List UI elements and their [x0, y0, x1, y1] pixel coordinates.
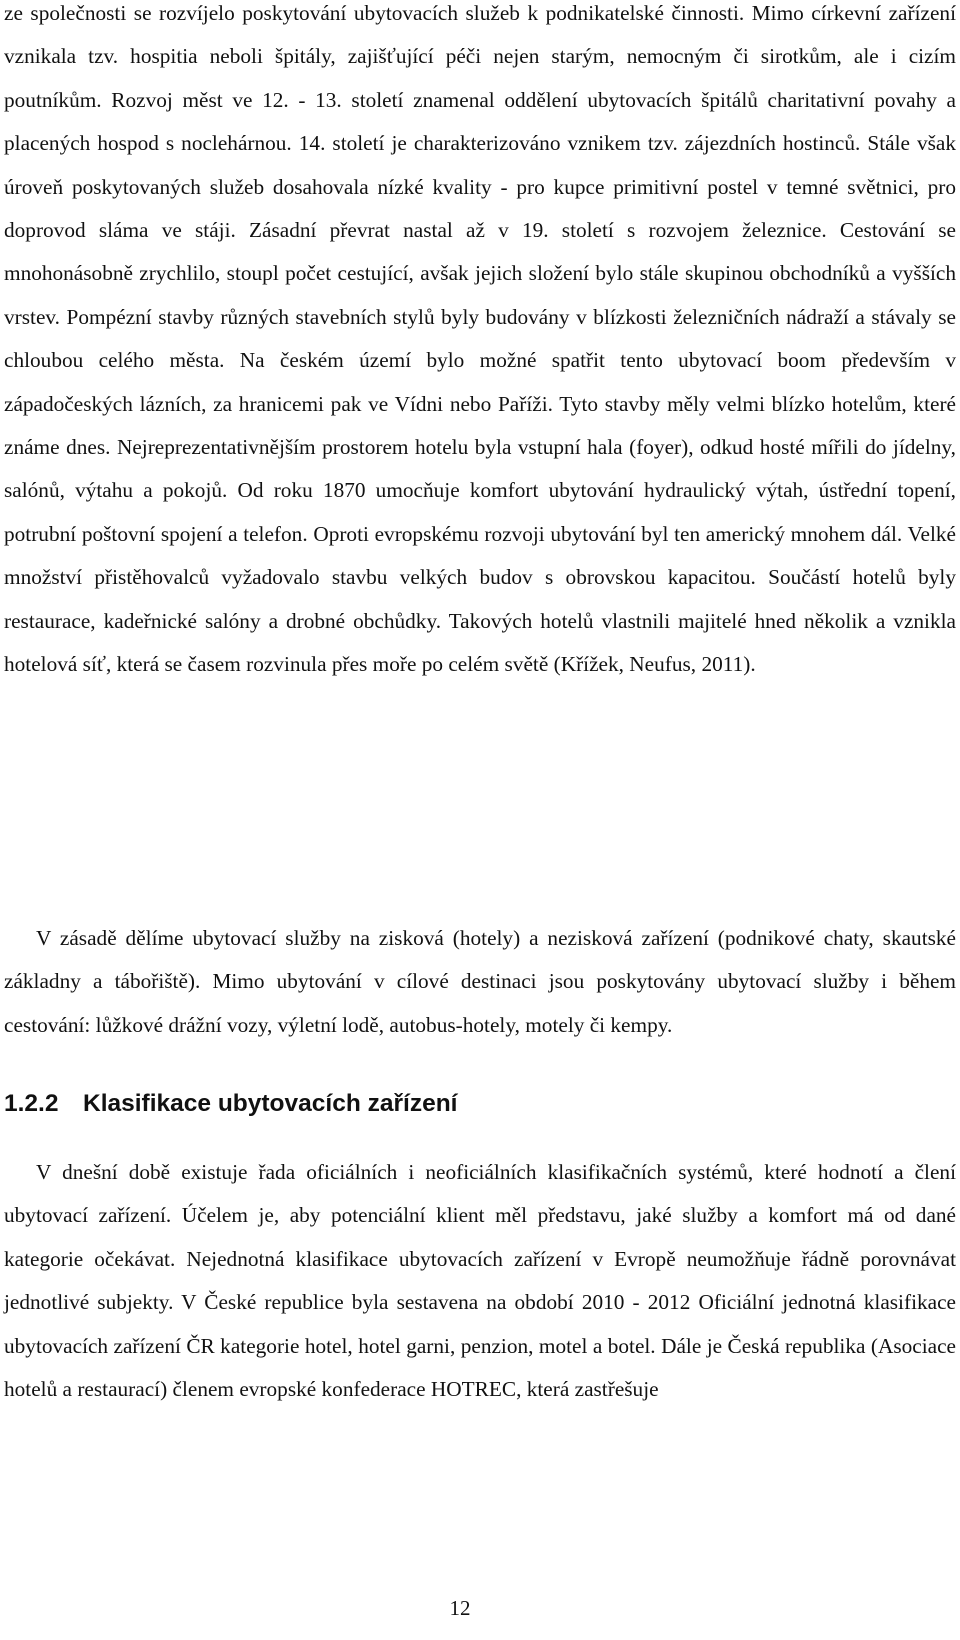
body-paragraph-history: ze společnosti se rozvíjelo poskytování ubytovacích služeb k podnikatelské činnosti. Mimo církevní zařízení vznikala tzv. hospitia neboli špitály, zajišťující péči nejen starým, nemocným či sirotkům, ale i cizím poutníkům. Rozvoj měst ve 12. - 13. století znamenal oddělení ubytovacích špitálů charitativní povahy a placených hospod s noclehárnou. 14. století je charakterizováno vznikem tzv. zájezdních hostinců. Stále však úroveň poskytovaných služeb dosahovala nízké kvality - pro kupce primitivní postel v temné světnici, pro doprovod sláma ve stáji. Zásadní převrat nastal až v 19. století s rozvojem železnice. Cestování se mnohonásobně zrychlilo, stoupl počet cestující, avšak jejich složení bylo stále skupinou obchodníků a vyšších vrstev. Pompézní stavby různých stavebních stylů byly budovány v blízkosti železničních nádraží a stávaly se chloubou celého města. Na českém území bylo možné spatřit tento ubytovací boom především v západočeských lázních, za hranicemi pak ve Vídni nebo Paříži. Tyto stavby měly velmi blízko hotelům, které známe dnes. Nejreprezentativnějším prostorem hotelu byla vstupní hala (foyer), odkud hosté mířili do jídelny, salónů, výtahu a pokojů. Od roku 1870 umocňuje komfort ubytování hydraulický výtah, ústřední topení, potrubní poštovní spojení a telefon. Oproti evropskému rozvoji ubytování byl ten americký mnohem dál. Velké množství přistěhovalců vyžadovalo stavbu velkých budov s obrovskou kapacitou. Součástí hotelů byly restaurace, kadeřnické salóny a drobné obchůdky. Takových hotelů vlastnili majitelé hned několik a vznikla hotelová síť, která se časem rozvinula přes moře po celém světě (Křížek, Neufus, 2011).	[4, 1, 956, 677]
body-paragraph-service-types: V zásadě dělíme ubytovací služby na zisková (hotely) a nezisková zařízení (podnikové chaty, skautské základny a tábořiště). Mimo ubytování v cílové destinaci jsou poskytovány ubytovací služby i během cestování: lůžkové drážní vozy, výletní lodě, autobus-hotely, motely či kempy.	[4, 926, 956, 1037]
body-paragraph-classification: V dnešní době existuje řada oficiálních i neoficiálních klasifikačních systémů, které hodnotí a člení ubytovací zařízení. Účelem je, aby potenciální klient měl představu, jaké služby a komfort má od dané kategorie očekávat. Nejednotná klasifikace ubytovacích zařízení v Evropě neumožňuje řádně porovnávat jednotlivé subjekty. V České republice byla sestavena na období 2010 - 2012 Oficiální jednotná klasifikace ubytovacích zařízení ČR kategorie hotel, hotel garni, penzion, motel a botel. Dále je Česká republika (Asociace hotelů a restaurací) členem evropské konfederace HOTREC, která zastřešuje	[4, 1160, 956, 1402]
page-number: 12	[449, 1596, 471, 1620]
section-heading	[4, 1084, 956, 1124]
section-number: 1.2.2	[4, 1090, 59, 1117]
section-title: Klasifikace ubytovacích zařízení	[83, 1090, 458, 1117]
